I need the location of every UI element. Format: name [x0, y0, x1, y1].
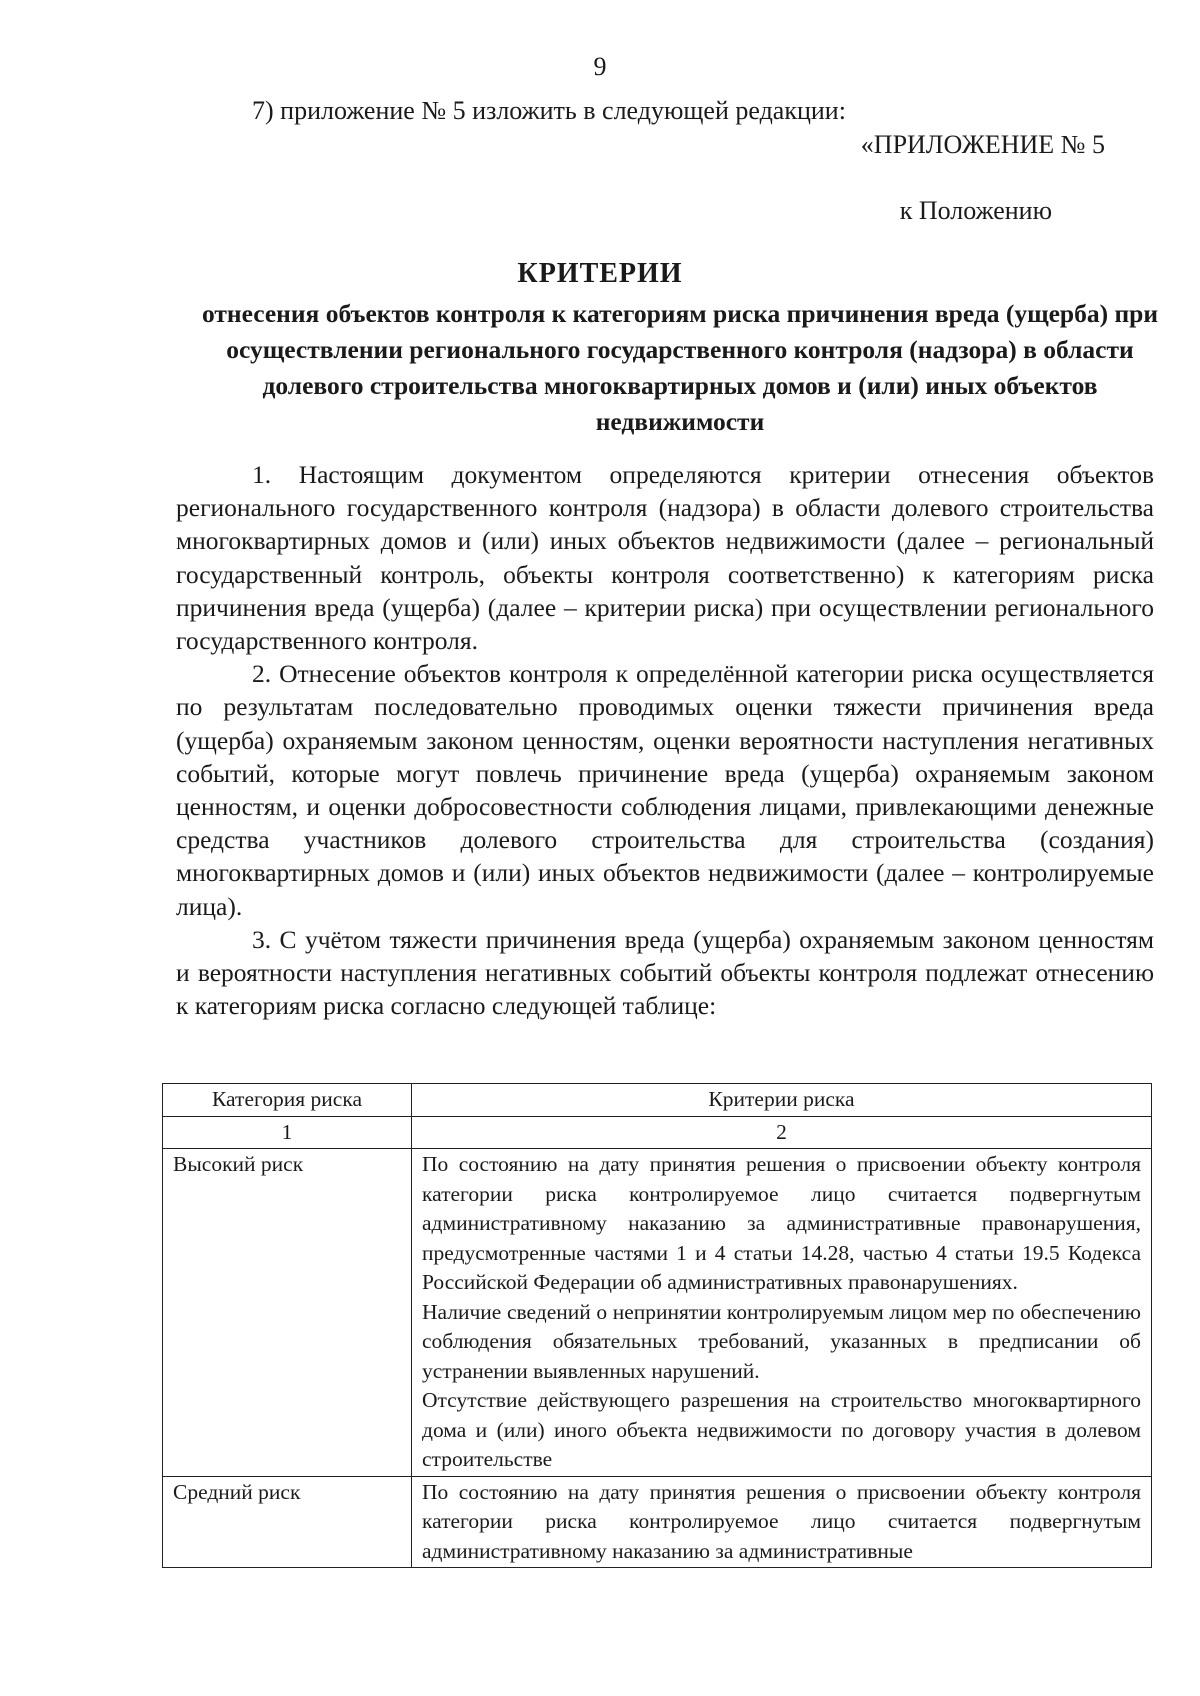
risk-criteria-medium	[412, 1476, 1152, 1568]
amendment-line: 7) приложение № 5 изложить в следующей редакции:	[252, 96, 846, 125]
page-number: 9	[593, 52, 607, 81]
table-row	[163, 1476, 1152, 1568]
paragraph-2: 2. Отнесение объектов контроля к определённой категории риска осуществляется по результатам последовательно проводимых оценки тяжести причинения вреда (ущерба) охраняемым законом ценностям, оценки вероятности наступления негативных событий, которые могут повлечь причинение вреда (ущерба) охраняемым законом ценностям, и оценки добросовестности соблюдения лицами, привлекающими денежные средства участников долевого строительства для строительства (создания) многоквартирных домов и (или) иных объектов недвижимости (далее – контролируемые лица).	[176, 659, 1154, 921]
criteria-item: По состоянию на дату принятия решения о присвоении объекту контроля категории риска контролируемое лицо считается подвергнутым административному наказанию за административные	[422, 1479, 1141, 1563]
table-header-row	[163, 1084, 1152, 1117]
appendix-reference: к Положению	[899, 196, 1052, 225]
document-subtitle: отнесения объектов контроля к категориям риска причинения вреда (ущерба) при осуществлении регионального государственного контроля (надзора) в области долевого строительства многоквартирных домов и (или) иных объектов недвижимости	[201, 299, 1159, 436]
risk-category-high: Высокий риск	[163, 1149, 412, 1477]
paragraph-3: 3. С учётом тяжести причинения вреда (ущерба) охраняемым законом ценностям и вероятности наступления негативных событий объекты контроля подлежат отнесению к категориям риска согласно следующей таблице:	[176, 924, 1154, 1021]
header-risk-category: Категория риска	[163, 1084, 412, 1117]
risk-category-medium: Средний риск	[163, 1476, 412, 1568]
document-body	[176, 458, 1154, 1022]
table-row	[163, 1149, 1152, 1477]
risk-criteria-table	[162, 1083, 1152, 1568]
column-number-1: 1	[163, 1116, 412, 1149]
appendix-title: «ПРИЛОЖЕНИЕ № 5	[860, 130, 1105, 159]
table-column-numbers-row	[163, 1116, 1152, 1149]
criteria-item: Отсутствие действующего разрешения на строительство многоквартирного дома и (или) иного объекта недвижимости по договору участия в долевом строительстве	[422, 1388, 1141, 1471]
criteria-item: По состоянию на дату принятия решения о присвоении объекту контроля категории риска контролируемое лицо считается подвергнутым административному наказанию за административные правонарушения, предусмотренные частями 1 и 4 статьи 14.28, частью 4 статьи 19.5 Кодекса Российской Федерации об административных правонарушениях.	[422, 1152, 1141, 1294]
header-risk-criteria: Критерии риска	[412, 1084, 1152, 1117]
column-number-2: 2	[412, 1116, 1152, 1149]
paragraph-1: 1. Настоящим документом определяются критерии отнесения объектов регионального государственного контроля (надзора) в области долевого строительства многоквартирных домов и (или) иных объектов недвижимости (далее – региональный государственный контроль, объекты контроля соответственно) к категориям риска причинения вреда (ущерба) (далее – критерии риска) при осуществлении регионального государственного контроля.	[176, 460, 1154, 656]
criteria-item: Наличие сведений о непринятии контролируемым лицом мер по обеспечению соблюдения обязательных требований, указанных в предписании об устранении выявленных нарушений.	[422, 1299, 1141, 1383]
document-title: КРИТЕРИИ	[517, 258, 683, 289]
risk-criteria-high	[412, 1149, 1152, 1477]
